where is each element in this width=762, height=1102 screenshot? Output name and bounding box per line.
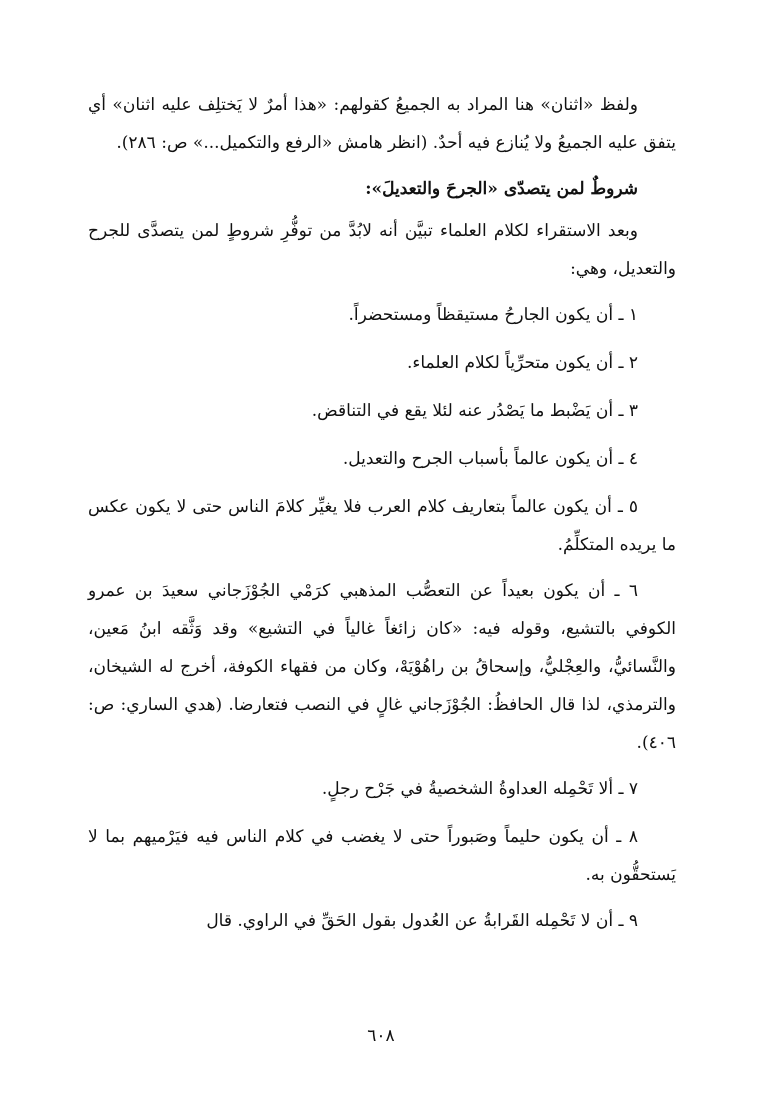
condition-1: ١ ـ أن يكون الجارحُ مستيقظاً ومستحضراً.	[348, 305, 638, 325]
intro-paragraph: ولفظ «اثنان» هنا المراد به الجميعُ كقولهم: «هذا أمرٌ لا يَختلِف عليه اثنان» أي يتفق عليه الجميعُ ولا يُنازع فيه أحدٌ. (انظر هامش «الرفع والتكميل...» ص: ٢٨٦).	[88, 95, 676, 153]
condition-3: ٣ ـ أن يَضْبط ما يَصْدُر عنه لئلا يقع في التناقض.	[311, 401, 638, 421]
condition-9: ٩ ـ أن لا تَحْمِله القَرابةُ عن العُدول بقول الحَقِّ في الراوي. قال	[206, 911, 638, 931]
lead-paragraph: وبعد الاستقراء لكلام العلماء تبيَّن أنه لابُدَّ من توفُّرِ شروطٍ لمن يتصدَّى للجرح والتعديل، وهي:	[88, 221, 676, 279]
condition-6: ٦ ـ أن يكون بعيداً عن التعصُّب المذهبي كرَمْي الجُوْزَجاني سعيدَ بن عمرو الكوفي بالتشيع، وقوله فيه: «كان زائغاً غالياً في التشيع» وقد وَثَّقه ابنُ مَعين، والنَّسائيُّ، والعِجْليُّ، وإسحاقُ بن راهُوْيَهْ، وكان من فقهاء الكوفة، أخرج له الشيخان، والترمذي، لذا قال الحافظُ: الجُوْزَجاني غالٍ في النصب فتعارضا. (هدي الساري: ص: ٤٠٦).	[88, 581, 676, 753]
condition-7: ٧ ـ ألا تَحْمِله العداوةُ الشخصيةُ في جَرْح رجلٍ.	[321, 779, 638, 799]
condition-5: ٥ ـ أن يكون عالماً بتعاريف كلام العرب فلا يغيِّر كلامَ الناس حتى لا يكون عكس ما يريده المتكلِّمُ.	[88, 497, 676, 555]
condition-2: ٢ ـ أن يكون متحرِّياً لكلام العلماء.	[406, 353, 638, 373]
condition-4: ٤ ـ أن يكون عالماً بأسباب الجرح والتعديل.	[342, 449, 638, 469]
page-body	[88, 86, 676, 940]
condition-8: ٨ ـ أن يكون حليماً وصَبوراً حتى لا يغضب في كلام الناس فيه فيَرْميهم بما لا يَستحقُّون به.	[88, 827, 676, 885]
section-heading: شروطٌ لمن يتصدّى «الجرحَ والتعديلَ»:	[365, 179, 638, 199]
page-number: ٦٠٨	[367, 1026, 395, 1046]
